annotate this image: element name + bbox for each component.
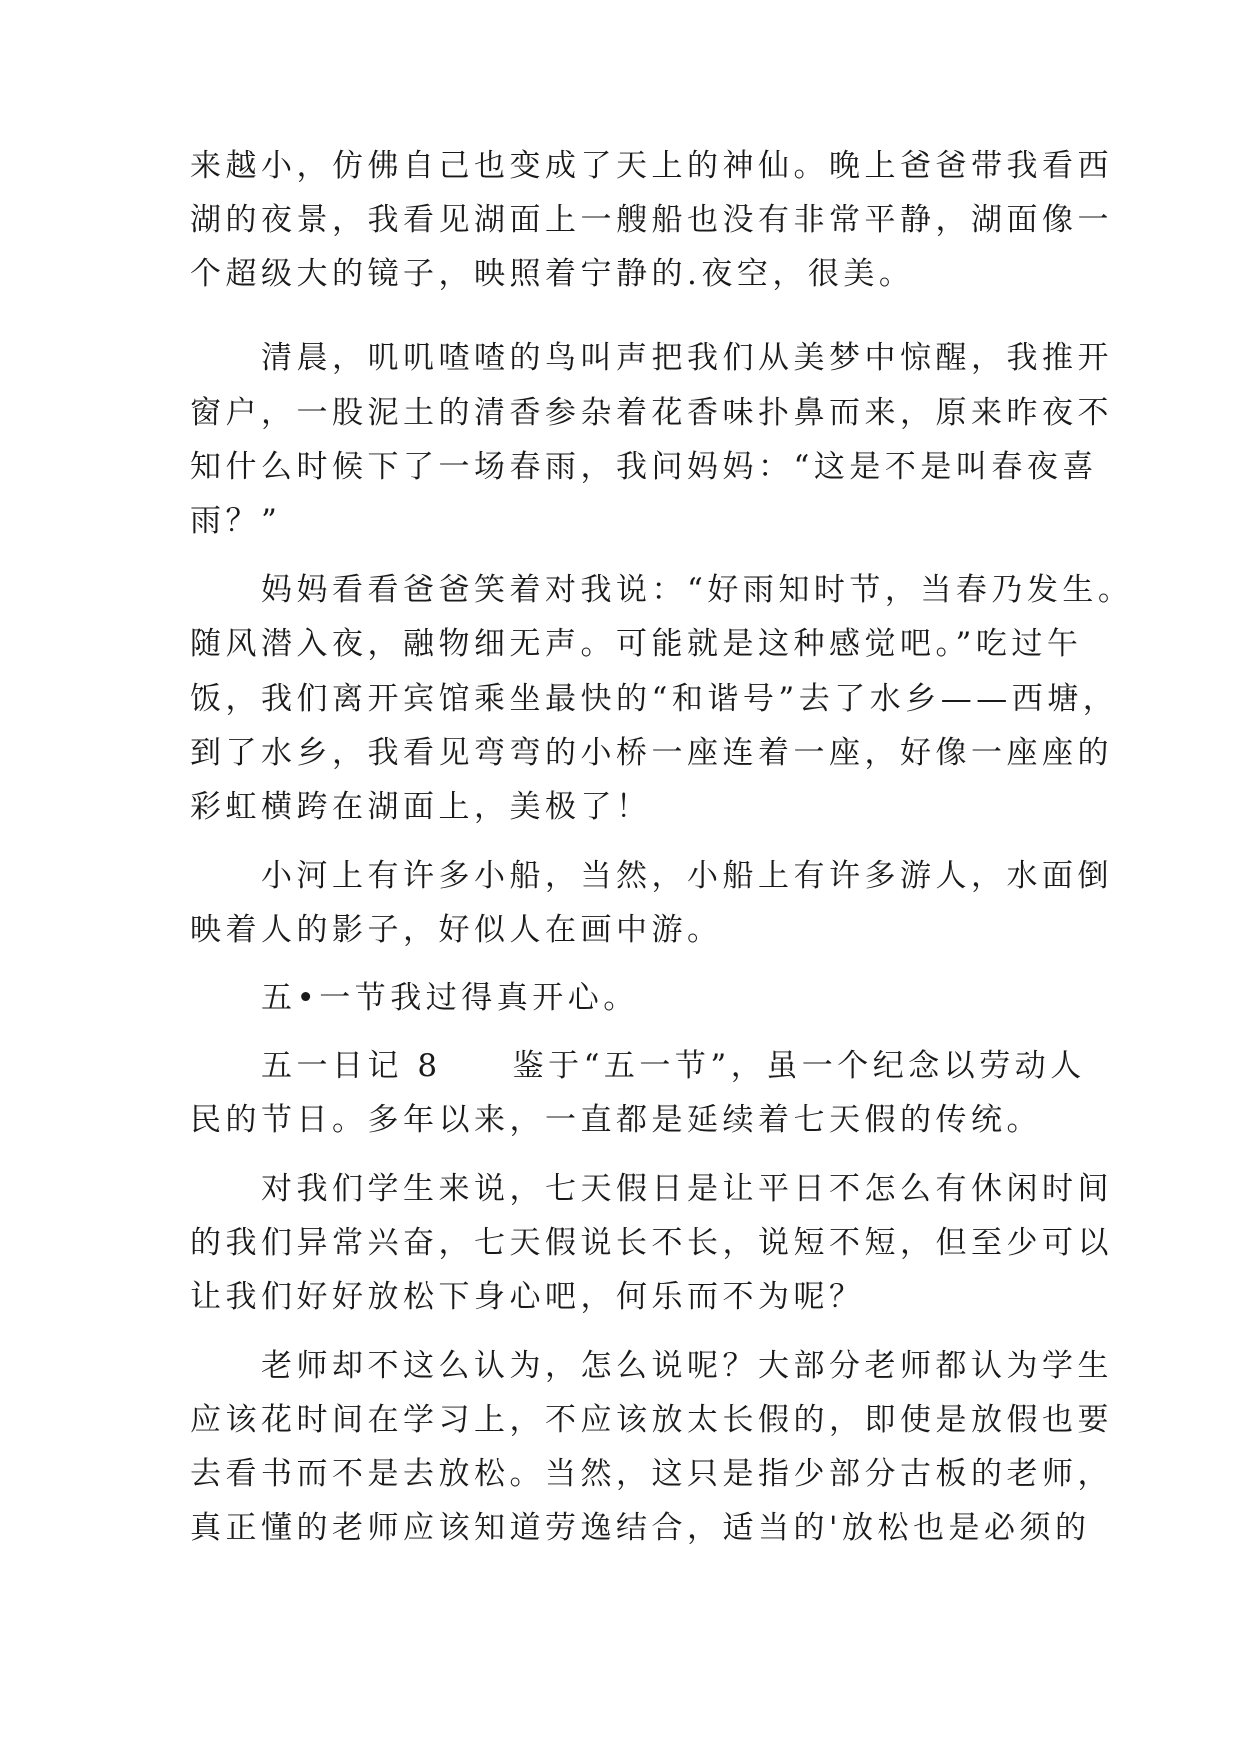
text-line: 窗户，一股泥土的清香参杂着花香味扑鼻而来，原来昨夜不 — [190, 395, 1113, 431]
text-line: 应该花时间在学习上，不应该放太长假的，即使是放假也要 — [190, 1402, 1113, 1438]
text-line: 的我们异常兴奋，七天假说长不长，说短不短，但至少可以 — [190, 1225, 1113, 1261]
text-line: 老师却不这么认为，怎么说呢？大部分老师都认为学生 — [190, 1348, 1113, 1384]
text-line: 知什么时候下了一场春雨，我问妈妈：“这是不是叫春夜喜 — [190, 449, 1098, 485]
text-line: 清晨，叽叽喳喳的鸟叫声把我们从美梦中惊醒，我推开 — [190, 340, 1113, 376]
text-line: 五•一节我过得真开心。 — [190, 980, 639, 1016]
text-line: 让我们好好放松下身心吧，何乐而不为呢？ — [190, 1279, 865, 1315]
text-line: 个超级大的镜子，映照着宁静的.夜空，很美。 — [190, 256, 915, 292]
text-line: 对我们学生来说，七天假日是让平日不怎么有休闲时间 — [190, 1171, 1113, 1207]
text-line: 湖的夜景，我看见湖面上一艘船也没有非常平静，湖面像一 — [190, 202, 1113, 238]
text-line: 五一日记 8 鉴于“五一节”，虽一个纪念以劳动人 — [190, 1048, 1086, 1084]
text-line: 妈妈看看爸爸笑着对我说：“好雨知时节，当春乃发生。 — [190, 572, 1134, 608]
text-line: 来越小，仿佛自己也变成了天上的神仙。晚上爸爸带我看西 — [190, 148, 1113, 184]
text-line: 饭，我们离开宾馆乘坐最快的“和谐号”去了水乡——西塘， — [190, 681, 1119, 717]
text-line: 随风潜入夜，融物细无声。可能就是这种感觉吧。”吃过午 — [190, 626, 1083, 662]
text-line: 去看书而不是去放松。当然，这只是指少部分古板的老师， — [190, 1456, 1113, 1492]
text-line: 映着人的影子，好似人在画中游。 — [190, 912, 723, 948]
text-line: 到了水乡，我看见弯弯的小桥一座连着一座，好像一座座的 — [190, 735, 1113, 771]
text-line: 民的节日。多年以来，一直都是延续着七天假的传统。 — [190, 1102, 1042, 1138]
text-line: 雨？” — [190, 503, 282, 539]
text-line: 小河上有许多小船，当然，小船上有许多游人，水面倒 — [190, 858, 1113, 894]
text-line: 真正懂的老师应该知道劳逸结合，适当的'放松也是必须的 — [190, 1510, 1091, 1546]
text-line: 彩虹横跨在湖面上，美极了！ — [190, 789, 652, 825]
